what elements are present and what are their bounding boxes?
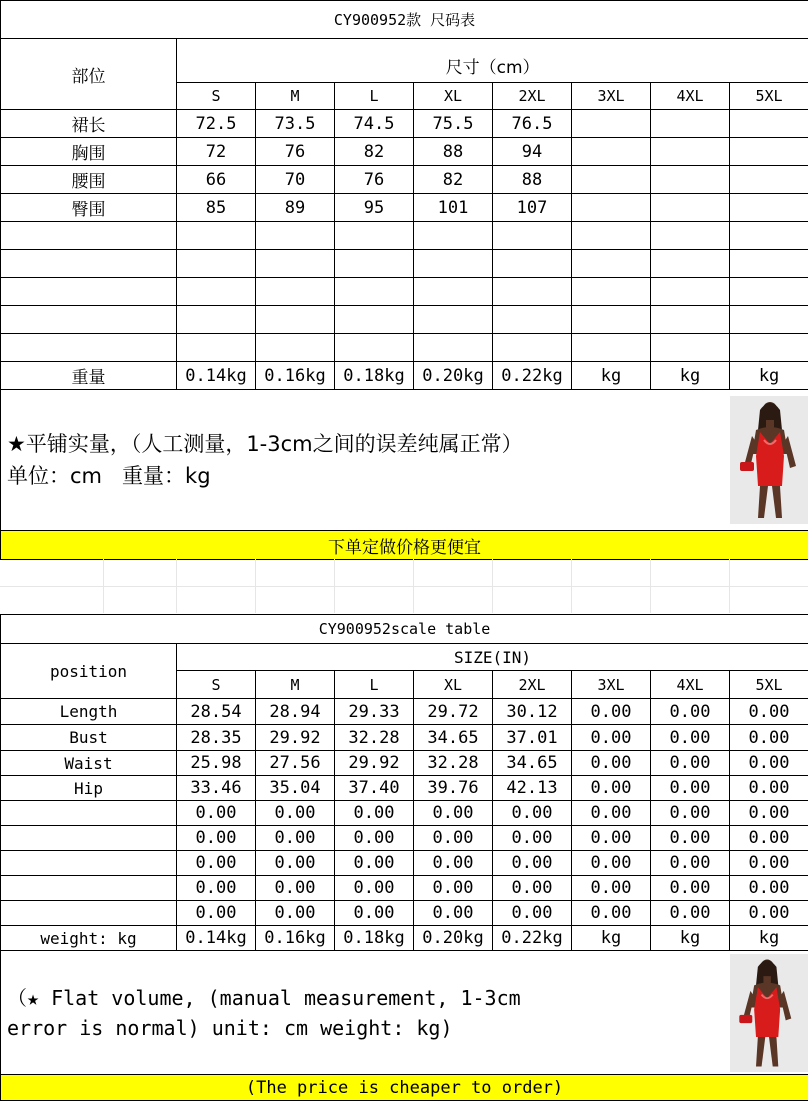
cn-value-cell	[335, 250, 414, 278]
cn-part-header: 部位	[1, 39, 177, 110]
table-row	[1, 278, 808, 306]
cn-row-label	[1, 278, 177, 306]
en-size-header-cell: XL	[414, 671, 493, 699]
en-weight-cell: kg	[730, 926, 808, 951]
en-note-line2: error is normal) unit: cm weight: kg)	[7, 1015, 453, 1040]
cn-banner: 下单定做价格更便宜	[1, 531, 808, 560]
en-row-label	[1, 801, 177, 826]
cn-value-cell	[651, 110, 730, 138]
en-value-cell: 0.00	[730, 901, 808, 926]
cn-value-cell	[256, 222, 335, 250]
cn-value-cell: 74.5	[335, 110, 414, 138]
cn-size-header-cell: 4XL	[651, 83, 730, 110]
cn-value-cell	[730, 110, 808, 138]
en-row-label: Hip	[1, 776, 177, 801]
en-value-cell: 42.13	[493, 776, 572, 801]
en-weight-cell: 0.18kg	[335, 926, 414, 951]
cn-size-header-cell: 3XL	[572, 83, 651, 110]
en-part-header: position	[1, 644, 177, 699]
cn-value-cell	[493, 222, 572, 250]
cn-weight-cell: 0.20kg	[414, 362, 493, 390]
en-value-cell: 0.00	[335, 801, 414, 826]
en-value-cell: 0.00	[572, 826, 651, 851]
cn-value-cell: 70	[256, 166, 335, 194]
cn-weight-cell: 0.14kg	[177, 362, 256, 390]
en-value-cell: 30.12	[493, 699, 572, 725]
cn-title: CY900952款 尺码表	[1, 1, 808, 39]
cn-value-cell: 76	[335, 166, 414, 194]
en-value-cell: 0.00	[414, 901, 493, 926]
cn-value-cell: 82	[335, 138, 414, 166]
cn-row-label: 裙长	[1, 110, 177, 138]
en-size-header-cell: M	[256, 671, 335, 699]
cn-value-cell	[256, 306, 335, 334]
cn-value-cell	[177, 222, 256, 250]
cn-weight-cell: 0.22kg	[493, 362, 572, 390]
table-row	[1, 166, 808, 194]
en-value-cell: 0.00	[572, 725, 651, 751]
en-value-cell: 0.00	[414, 801, 493, 826]
en-weight-cell: 0.16kg	[256, 926, 335, 951]
en-weight-cell: kg	[651, 926, 730, 951]
table-row	[1, 876, 808, 901]
cn-row-label: 臀围	[1, 194, 177, 222]
en-value-cell: 0.00	[651, 851, 730, 876]
en-value-cell: 0.00	[651, 699, 730, 725]
en-banner: (The price is cheaper to order)	[1, 1075, 808, 1101]
cn-note	[1, 390, 730, 531]
en-value-cell: 0.00	[572, 901, 651, 926]
cn-row-label	[1, 250, 177, 278]
model-red-dress-photo-icon	[730, 396, 808, 524]
model-red-dress-photo-icon	[730, 954, 808, 1072]
cn-value-cell: 72	[177, 138, 256, 166]
en-value-cell: 0.00	[651, 876, 730, 901]
en-value-cell: 0.00	[177, 801, 256, 826]
en-value-cell: 0.00	[493, 851, 572, 876]
en-size-header-cell: S	[177, 671, 256, 699]
en-weight-row	[1, 926, 808, 951]
cn-row-label: 腰围	[1, 166, 177, 194]
en-value-cell: 0.00	[493, 901, 572, 926]
cn-value-cell: 88	[414, 138, 493, 166]
cn-value-cell	[572, 250, 651, 278]
cn-value-cell: 75.5	[414, 110, 493, 138]
table-row	[1, 222, 808, 250]
cn-weight-cell: 0.16kg	[256, 362, 335, 390]
cn-value-cell	[335, 278, 414, 306]
en-value-cell: 29.92	[335, 751, 414, 776]
en-value-cell: 39.76	[414, 776, 493, 801]
table-row	[1, 826, 808, 851]
en-value-cell: 0.00	[730, 699, 808, 725]
en-value-cell: 0.00	[651, 801, 730, 826]
cn-value-cell	[256, 278, 335, 306]
en-value-cell: 0.00	[651, 826, 730, 851]
table-row	[1, 776, 808, 801]
cn-value-cell	[572, 194, 651, 222]
cn-size-header-cell: 5XL	[730, 83, 808, 110]
cn-weight-cell: kg	[572, 362, 651, 390]
cn-value-cell: 72.5	[177, 110, 256, 138]
table-row	[1, 306, 808, 334]
cn-value-cell	[572, 278, 651, 306]
en-value-cell: 0.00	[493, 801, 572, 826]
en-value-cell: 0.00	[414, 851, 493, 876]
en-value-cell: 0.00	[256, 901, 335, 926]
en-value-cell: 37.40	[335, 776, 414, 801]
cn-value-cell	[730, 278, 808, 306]
spreadsheet-gap	[0, 559, 808, 613]
en-value-cell: 0.00	[177, 851, 256, 876]
cn-value-cell: 82	[414, 166, 493, 194]
cn-value-cell	[414, 306, 493, 334]
cn-value-cell	[177, 278, 256, 306]
cn-value-cell	[414, 334, 493, 362]
cn-value-cell	[730, 306, 808, 334]
en-value-cell: 0.00	[651, 751, 730, 776]
en-value-cell: 29.33	[335, 699, 414, 725]
en-value-cell: 29.92	[256, 725, 335, 751]
cn-value-cell	[335, 222, 414, 250]
en-value-cell: 0.00	[414, 876, 493, 901]
cn-value-cell	[572, 138, 651, 166]
en-row-label	[1, 876, 177, 901]
en-value-cell: 0.00	[177, 826, 256, 851]
en-value-cell: 0.00	[335, 826, 414, 851]
en-size-header-cell: 3XL	[572, 671, 651, 699]
en-value-cell: 0.00	[730, 776, 808, 801]
cn-value-cell	[493, 306, 572, 334]
cn-value-cell: 66	[177, 166, 256, 194]
en-note-line1: （★ Flat volume, (manual measurement, 1-3cm	[7, 985, 521, 1010]
en-row-label	[1, 851, 177, 876]
en-value-cell: 0.00	[730, 801, 808, 826]
cn-value-cell	[651, 222, 730, 250]
en-value-cell: 0.00	[572, 776, 651, 801]
en-value-cell: 0.00	[572, 851, 651, 876]
en-size-header-cell: 4XL	[651, 671, 730, 699]
cn-value-cell	[651, 166, 730, 194]
en-value-cell: 0.00	[651, 901, 730, 926]
en-value-cell: 32.28	[414, 751, 493, 776]
cn-weight-cell: kg	[730, 362, 808, 390]
cn-value-cell	[177, 250, 256, 278]
en-size-header-cell: 2XL	[493, 671, 572, 699]
cn-size-header-cell: 2XL	[493, 83, 572, 110]
cn-size-header-cell: XL	[414, 83, 493, 110]
en-size-header-cell: L	[335, 671, 414, 699]
cn-value-cell	[572, 334, 651, 362]
en-value-cell: 0.00	[256, 826, 335, 851]
en-value-cell: 37.01	[493, 725, 572, 751]
cn-note-line2: 单位：cm 重量：kg	[7, 464, 211, 488]
cn-size-header: 尺寸（cm）	[177, 39, 808, 83]
en-value-cell: 0.00	[730, 751, 808, 776]
cn-value-cell	[414, 278, 493, 306]
table-row	[1, 901, 808, 926]
cn-value-cell	[730, 250, 808, 278]
en-row-label: Length	[1, 699, 177, 725]
en-size-table	[0, 614, 808, 1101]
cn-value-cell	[651, 194, 730, 222]
en-value-cell: 0.00	[572, 751, 651, 776]
cn-weight-cell: 0.18kg	[335, 362, 414, 390]
table-row	[1, 851, 808, 876]
cn-value-cell	[730, 222, 808, 250]
en-value-cell: 0.00	[572, 876, 651, 901]
cn-value-cell	[572, 306, 651, 334]
table-row	[1, 751, 808, 776]
en-value-cell: 32.28	[335, 725, 414, 751]
en-size-header: SIZE(IN)	[177, 644, 808, 671]
cn-row-label: 胸围	[1, 138, 177, 166]
cn-value-cell	[177, 306, 256, 334]
en-value-cell: 0.00	[335, 876, 414, 901]
en-value-cell: 0.00	[730, 725, 808, 751]
en-value-cell: 25.98	[177, 751, 256, 776]
cn-value-cell	[572, 110, 651, 138]
cn-note-line1: ★平铺实量，（人工测量，1-3cm之间的误差纯属正常）	[7, 432, 523, 456]
en-value-cell: 28.94	[256, 699, 335, 725]
cn-value-cell	[335, 334, 414, 362]
cn-value-cell	[651, 306, 730, 334]
en-row-label: Bust	[1, 725, 177, 751]
en-photo-cell	[730, 951, 808, 1075]
en-size-chart	[0, 614, 808, 1101]
cn-value-cell: 73.5	[256, 110, 335, 138]
cn-row-label	[1, 334, 177, 362]
cn-value-cell	[493, 250, 572, 278]
table-row	[1, 699, 808, 725]
cn-value-cell	[414, 222, 493, 250]
en-value-cell: 0.00	[730, 876, 808, 901]
cn-value-cell: 101	[414, 194, 493, 222]
cn-value-cell	[651, 138, 730, 166]
en-value-cell: 0.00	[572, 699, 651, 725]
en-value-cell: 27.56	[256, 751, 335, 776]
cn-value-cell	[730, 334, 808, 362]
cn-row-label	[1, 306, 177, 334]
cn-value-cell: 88	[493, 166, 572, 194]
en-value-cell: 0.00	[572, 801, 651, 826]
en-value-cell: 0.00	[177, 901, 256, 926]
en-value-cell: 0.00	[493, 826, 572, 851]
en-weight-label: weight: kg	[1, 926, 177, 951]
en-value-cell: 33.46	[177, 776, 256, 801]
en-value-cell: 0.00	[256, 801, 335, 826]
cn-row-label	[1, 222, 177, 250]
cn-value-cell	[335, 306, 414, 334]
cn-value-cell	[730, 138, 808, 166]
table-row	[1, 194, 808, 222]
en-row-label: Waist	[1, 751, 177, 776]
cn-value-cell	[572, 222, 651, 250]
en-value-cell: 34.65	[493, 751, 572, 776]
en-weight-cell: 0.20kg	[414, 926, 493, 951]
en-value-cell: 0.00	[256, 851, 335, 876]
cn-value-cell: 89	[256, 194, 335, 222]
cn-value-cell: 85	[177, 194, 256, 222]
cn-size-header-cell: M	[256, 83, 335, 110]
en-value-cell: 0.00	[651, 725, 730, 751]
cn-weight-cell: kg	[651, 362, 730, 390]
en-weight-cell: 0.22kg	[493, 926, 572, 951]
table-row	[1, 250, 808, 278]
cn-value-cell: 95	[335, 194, 414, 222]
cn-value-cell	[493, 278, 572, 306]
cn-size-header-cell: S	[177, 83, 256, 110]
en-size-header-cell: 5XL	[730, 671, 808, 699]
en-value-cell: 35.04	[256, 776, 335, 801]
cn-weight-label: 重量	[1, 362, 177, 390]
en-value-cell: 28.35	[177, 725, 256, 751]
en-row-label	[1, 826, 177, 851]
cn-value-cell: 107	[493, 194, 572, 222]
en-value-cell: 29.72	[414, 699, 493, 725]
cn-weight-row	[1, 362, 808, 390]
en-value-cell: 0.00	[256, 876, 335, 901]
table-row	[1, 334, 808, 362]
en-value-cell: 0.00	[493, 876, 572, 901]
en-value-cell: 0.00	[335, 851, 414, 876]
en-value-cell: 0.00	[730, 851, 808, 876]
en-value-cell: 0.00	[730, 826, 808, 851]
cn-value-cell	[572, 166, 651, 194]
en-value-cell: 0.00	[177, 876, 256, 901]
cn-value-cell	[651, 250, 730, 278]
en-value-cell: 34.65	[414, 725, 493, 751]
table-row	[1, 110, 808, 138]
cn-value-cell	[730, 194, 808, 222]
cn-value-cell: 76	[256, 138, 335, 166]
en-title: CY900952scale table	[1, 615, 808, 644]
en-value-cell: 0.00	[335, 901, 414, 926]
cn-value-cell	[177, 334, 256, 362]
en-note	[1, 951, 730, 1075]
cn-size-header-cell: L	[335, 83, 414, 110]
cn-value-cell	[730, 166, 808, 194]
en-value-cell: 0.00	[414, 826, 493, 851]
en-value-cell: 28.54	[177, 699, 256, 725]
table-row	[1, 725, 808, 751]
cn-value-cell	[651, 278, 730, 306]
en-value-cell: 0.00	[651, 776, 730, 801]
cn-value-cell: 94	[493, 138, 572, 166]
table-row	[1, 801, 808, 826]
en-weight-cell: kg	[572, 926, 651, 951]
cn-value-cell	[493, 334, 572, 362]
cn-value-cell	[651, 334, 730, 362]
en-weight-cell: 0.14kg	[177, 926, 256, 951]
table-row	[1, 138, 808, 166]
cn-value-cell: 76.5	[493, 110, 572, 138]
cn-value-cell	[414, 250, 493, 278]
cn-value-cell	[256, 250, 335, 278]
cn-value-cell	[256, 334, 335, 362]
en-row-label	[1, 901, 177, 926]
cn-photo-cell	[730, 390, 808, 531]
